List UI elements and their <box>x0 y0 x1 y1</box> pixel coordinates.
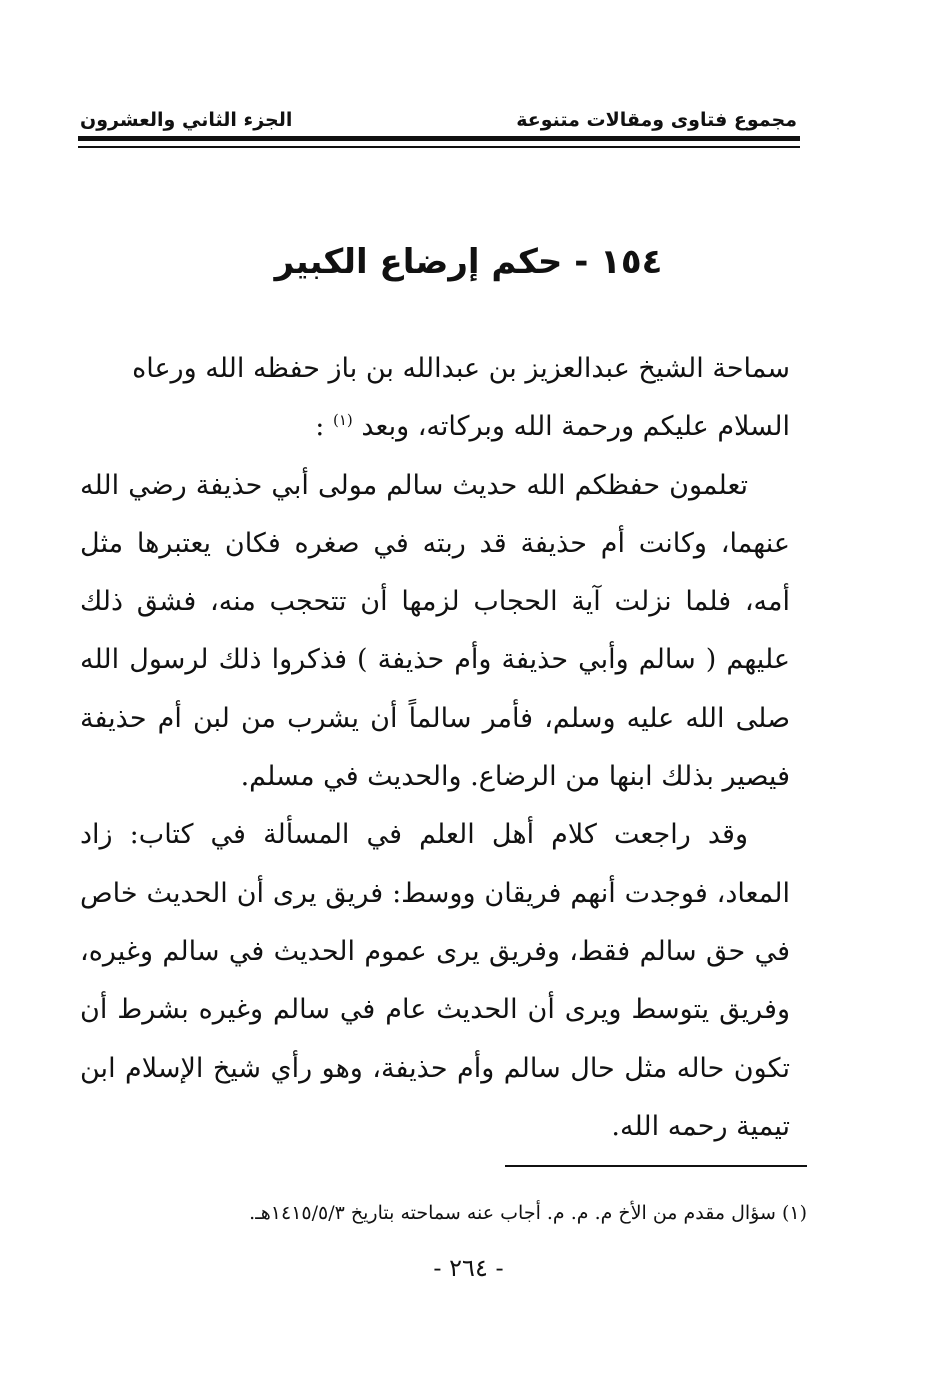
page-number: - ٢٦٤ - <box>433 1254 504 1282</box>
footnote: (١) سؤال مقدم من الأخ م. م. م. أجاب عنه سماحته بتاريخ ١٤١٥/٥/٣هـ. <box>249 1202 807 1224</box>
salutation-line-2 <box>80 398 790 456</box>
header-rule-thin <box>78 146 800 148</box>
body-paragraph: تعلمون حفظكم الله حديث سالم مولى أبي حذيفة رضي الله عنهما، وكانت أم حذيفة قد ربته في صغره فكان يعتبرها مثل أمه، فلما نزلت آية الحجاب لزمها أن تتحجب منه، فشق ذلك عليهم ( سالم وأبي حذيفة وأم حذيفة ) فذكروا ذلك لرسول الله صلى الله عليه وسلم، فأمر سالماً أن يشرب من لبن أم حذيفة فيصير بذلك ابنها من الرضاع. والحديث في مسلم. <box>80 469 790 793</box>
book-title: مجموع فتاوى ومقالات متنوعة <box>516 109 797 131</box>
salutation-colon: : <box>315 411 325 443</box>
header-rule-thick <box>78 136 800 141</box>
article-title: ١٥٤ - حكم إرضاع الكبير <box>274 242 663 282</box>
body-paragraph: وقد راجعت كلام أهل العلم في المسألة في كتاب: زاد المعاد، فوجدت أنهم فريقان ووسط: فريق يرى أن الحديث خاص في حق سالم فقط، وفريق يرى عموم الحديث في سالم وغيره، وفريق يتوسط ويرى أن الحديث عام في سالم وغيره بشرط أن تكون حاله مثل حال سالم وأم حذيفة، وهو رأي شيخ الإسلام ابن تيمية رحمه الله. <box>80 819 790 1142</box>
article-body <box>80 340 790 1156</box>
footnote-reference: (١) <box>333 411 353 430</box>
salutation-line-1: سماحة الشيخ عبدالعزيز بن عبدالله بن باز حفظه الله ورعاه <box>132 353 790 384</box>
volume-label: الجزء الثاني والعشرون <box>80 109 293 131</box>
salutation-text: السلام عليكم ورحمة الله وبركاته، وبعد <box>361 411 790 443</box>
footnote-separator <box>505 1165 807 1167</box>
running-header <box>80 95 797 131</box>
